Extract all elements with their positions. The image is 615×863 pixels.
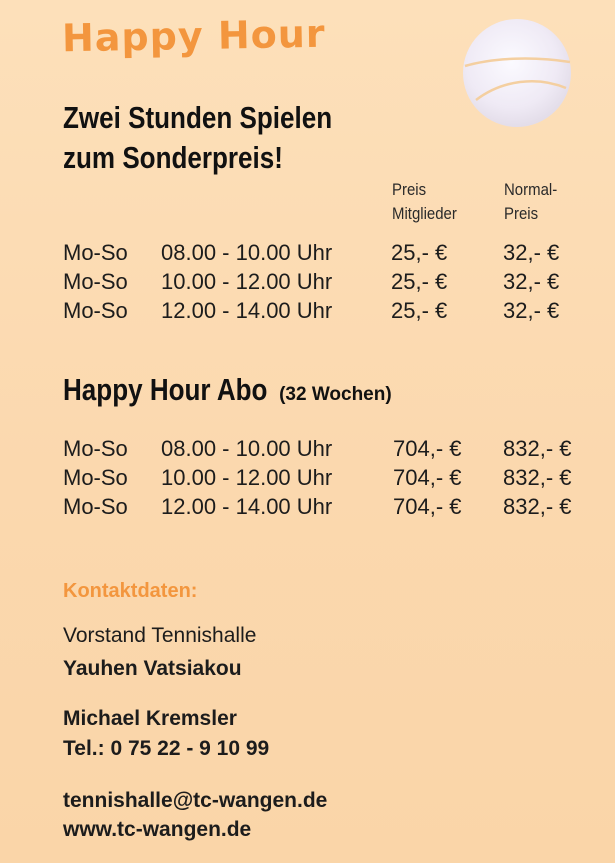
column-header-members-line-2: Mitglieder xyxy=(392,204,457,223)
row-day: Mo-So xyxy=(63,240,128,265)
row-time: 12.00 - 14.00 Uhr xyxy=(161,298,333,323)
table-row xyxy=(63,492,603,521)
row-normal-price: 832,- € xyxy=(503,494,572,519)
table-row xyxy=(63,296,603,325)
row-time: 10.00 - 12.00 Uhr xyxy=(161,465,333,490)
row-day: Mo-So xyxy=(63,494,128,519)
row-normal-price: 32,- € xyxy=(503,269,560,294)
column-header-normal xyxy=(504,178,574,226)
table-row xyxy=(63,238,603,267)
abo-duration: (32 Wochen) xyxy=(279,384,392,405)
row-day: Mo-So xyxy=(63,298,128,323)
row-member-price: 704,- € xyxy=(393,465,462,490)
row-time: 08.00 - 10.00 Uhr xyxy=(161,240,333,265)
column-header-members xyxy=(392,178,489,226)
abo-price-table xyxy=(63,434,603,521)
contact-email[interactable]: tennishalle@tc-wangen.de xyxy=(63,789,328,812)
contact-website[interactable]: www.tc-wangen.de xyxy=(63,818,252,841)
subheadline-line-2: zum Sonderpreis! xyxy=(63,140,283,175)
contact-role: Vorstand Tennishalle xyxy=(63,624,257,647)
row-member-price: 25,- € xyxy=(391,240,448,265)
tennis-ball-icon xyxy=(462,18,572,128)
column-header-normal-line-1: Normal- xyxy=(504,180,558,199)
row-day: Mo-So xyxy=(63,436,128,461)
row-member-price: 25,- € xyxy=(391,298,448,323)
table-row xyxy=(63,267,603,296)
contact-name-2: Michael Kremsler xyxy=(63,707,237,730)
row-time: 10.00 - 12.00 Uhr xyxy=(161,269,333,294)
contact-name-1: Yauhen Vatsiakou xyxy=(63,657,242,680)
row-normal-price: 32,- € xyxy=(503,240,560,265)
contact-phone: Tel.: 0 75 22 - 9 10 99 xyxy=(63,737,270,760)
subheadline xyxy=(63,98,416,178)
row-day: Mo-So xyxy=(63,465,128,490)
row-time: 08.00 - 10.00 Uhr xyxy=(161,436,333,461)
row-day: Mo-So xyxy=(63,269,128,294)
abo-title: Happy Hour Abo xyxy=(63,372,268,407)
abo-heading xyxy=(63,372,392,408)
row-normal-price: 832,- € xyxy=(503,465,572,490)
row-normal-price: 32,- € xyxy=(503,298,560,323)
table-row xyxy=(63,434,603,463)
row-member-price: 704,- € xyxy=(393,436,462,461)
happy-hour-price-table xyxy=(63,238,603,325)
row-member-price: 704,- € xyxy=(393,494,462,519)
contact-label: Kontaktdaten: xyxy=(63,580,198,602)
subheadline-line-1: Zwei Stunden Spielen xyxy=(63,100,333,135)
row-member-price: 25,- € xyxy=(391,269,448,294)
happy-hour-script-title: Happy Hour xyxy=(61,11,326,61)
column-header-normal-line-2: Preis xyxy=(504,204,539,223)
row-time: 12.00 - 14.00 Uhr xyxy=(161,494,333,519)
row-normal-price: 832,- € xyxy=(503,436,572,461)
column-header-members-line-1: Preis xyxy=(392,180,427,199)
table-row xyxy=(63,463,603,492)
